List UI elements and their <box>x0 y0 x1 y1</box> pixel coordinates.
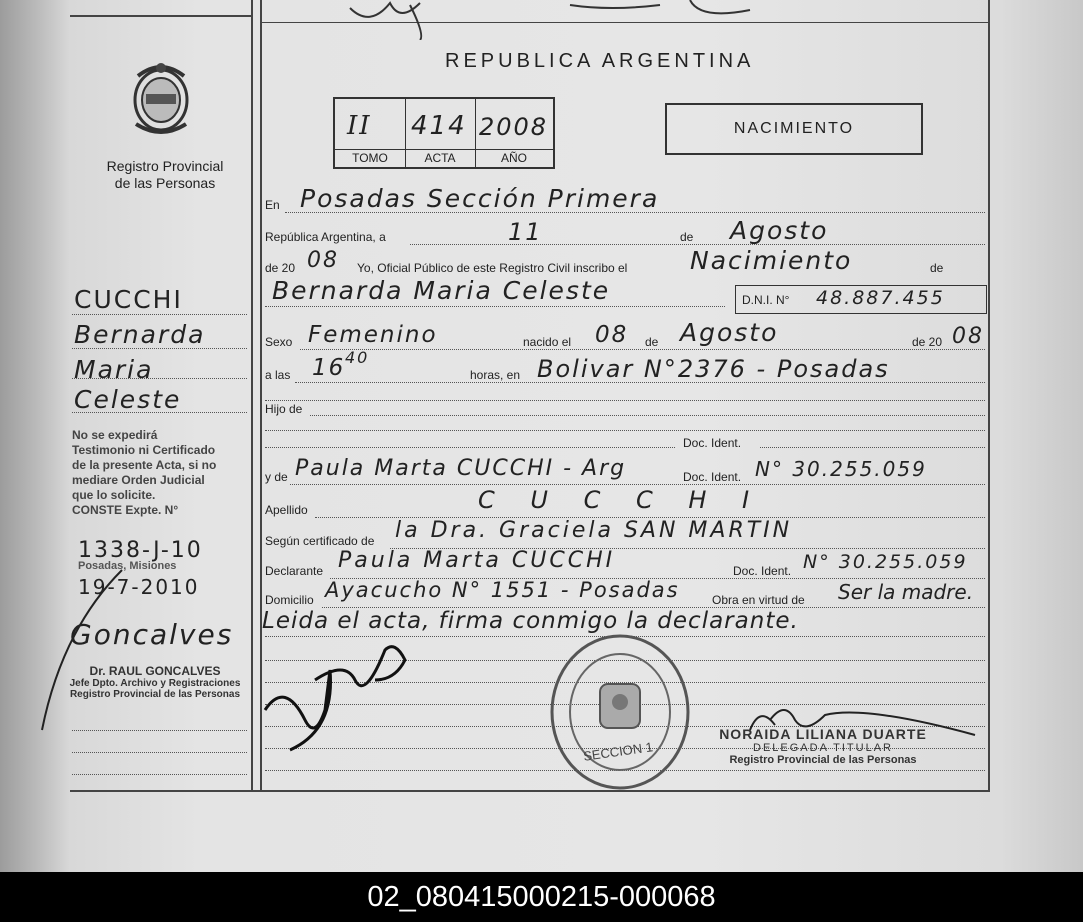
yde-label: y de <box>265 470 288 484</box>
margin-surname: CUCCHI <box>74 285 183 314</box>
place-value: Bolivar N°2376 - Posadas <box>537 355 890 383</box>
oficial-text: Yo, Oficial Público de este Registro Civil inscribo el <box>357 261 628 275</box>
margin-given-2: Maria <box>74 355 154 384</box>
apellido-value: C U C C H I <box>478 486 764 514</box>
de-label-3: de <box>645 335 659 349</box>
scan-id-footer: 02_080415000215-000068 <box>0 872 1083 922</box>
official-name: Dr. RAUL GONCALVES <box>89 664 221 678</box>
name-value: Bernarda Maria Celeste <box>272 276 611 305</box>
registry-line-1: Registro Provincial <box>106 158 224 174</box>
ref-label-line <box>335 149 553 150</box>
official-title: Jefe Dpto. Archivo y Registraciones <box>69 678 241 689</box>
left-column-top-line <box>70 15 253 17</box>
seal-text: SECCION 1 <box>582 739 654 764</box>
nacido-label: nacido el <box>523 335 572 349</box>
dni-label: D.N.I. N° <box>742 293 790 307</box>
sexo-line <box>300 349 985 350</box>
minute-value: 40 <box>345 348 370 367</box>
note-line-4: mediare Orden Judicial <box>72 473 205 487</box>
act-type-box: NACIMIENTO <box>665 103 923 155</box>
note-line-2: Testimonio ni Certificado <box>72 443 216 457</box>
anio-value: 2008 <box>479 113 549 141</box>
margin-legal-note <box>72 428 252 518</box>
sexo-label: Sexo <box>265 335 293 349</box>
note-line-1: No se expedirá <box>72 428 158 442</box>
yde-line <box>290 484 985 485</box>
reference-box <box>333 97 555 169</box>
hijo-line-2 <box>265 430 985 431</box>
form-bottom-border <box>70 790 990 792</box>
margin-line-1 <box>72 314 247 315</box>
name-line <box>265 306 725 307</box>
delegate-stamp <box>718 726 928 766</box>
mother-value: Paula Marta CUCCHI - Arg <box>295 456 627 481</box>
month-value: Agosto <box>730 216 829 245</box>
republica-label: República Argentina, a <box>265 230 386 244</box>
margin-line-6 <box>72 752 247 753</box>
margin-given-3: Celeste <box>74 385 182 414</box>
birth-year: 08 <box>952 324 984 349</box>
margin-pen-stroke <box>22 560 142 740</box>
note-line-5: que lo solicite. <box>72 488 156 502</box>
birth-month: Agosto <box>680 318 779 347</box>
previous-act-signature-fragment <box>270 0 970 40</box>
delegate-title: DELEGADA TITULAR <box>753 742 893 754</box>
hijo-line-1 <box>310 415 985 416</box>
mother-doc-value: N° 30.255.059 <box>755 457 927 481</box>
margin-given-1: Bernarda <box>74 320 206 349</box>
mother-doc-label: Doc. Ident. <box>683 470 742 484</box>
de-label-1: de <box>680 230 694 244</box>
registry-name <box>80 158 250 192</box>
declarante-doc-value: N° 30.255.059 <box>803 551 968 573</box>
dni-value: 48.887.455 <box>816 287 945 309</box>
note-line-3: de la presente Acta, si no <box>72 458 217 472</box>
coat-of-arms-icon <box>124 58 198 138</box>
day-value: 11 <box>508 218 543 246</box>
hour-value: 16 <box>312 355 346 381</box>
obra-label: Obra en virtud de <box>712 593 805 607</box>
tomo-label: TOMO <box>352 151 388 165</box>
acta-label: ACTA <box>424 151 456 165</box>
officer-signature <box>255 640 425 760</box>
apellido-label: Apellido <box>265 503 308 517</box>
margin-line-7 <box>72 774 247 775</box>
official-org: Registro Provincial de las Personas <box>69 689 241 700</box>
obra-value: Ser la madre. <box>838 580 974 604</box>
country-title: REPUBLICA ARGENTINA <box>445 50 755 72</box>
father-doc-line <box>760 447 985 448</box>
segun-value: la Dra. Graciela SAN MARTIN <box>395 518 793 543</box>
declarante-value: Paula Marta CUCCHI <box>338 548 616 573</box>
form-right-border <box>988 0 990 790</box>
margin-place-date-label: Posadas, Misiones <box>78 560 177 572</box>
column-divider <box>251 0 253 790</box>
acta-value: 414 <box>411 111 467 141</box>
alas-label: a las <box>265 368 291 382</box>
delegate-org: Registro Provincial de las Personas <box>729 754 917 766</box>
en-label: En <box>265 198 280 212</box>
birth-day: 08 <box>595 322 629 348</box>
margin-line-4 <box>72 412 247 413</box>
registry-line-2: de las Personas <box>114 175 216 191</box>
declarante-doc-label: Doc. Ident. <box>733 564 792 578</box>
hijo-line-0 <box>265 400 985 401</box>
margin-signature: Goncalves <box>70 618 234 651</box>
domicilio-value: Ayacucho N° 1551 - Posadas <box>325 578 680 602</box>
year-prefix: de 20 <box>265 261 296 275</box>
margin-date-value: 19-7-2010 <box>78 575 200 599</box>
inscribe-value: Nacimiento <box>690 246 853 275</box>
father-doc-line-left <box>265 447 675 448</box>
de20-label: de 20 <box>912 335 943 349</box>
hijo-label: Hijo de <box>265 402 303 416</box>
domicilio-label: Domicilio <box>265 593 314 607</box>
dni-box <box>735 285 987 314</box>
delegate-name: NORAIDA LILIANA DUARTE <box>719 726 927 742</box>
en-value: Posadas Sección Primera <box>300 184 660 213</box>
tomo-value: II <box>347 111 372 141</box>
official-seal-icon <box>545 632 695 792</box>
anio-label: AÑO <box>500 151 527 165</box>
margin-line-3 <box>72 378 247 379</box>
declarante-label: Declarante <box>265 564 324 578</box>
margin-expte-value: 1338-J-10 <box>78 538 203 563</box>
leida-value: Leida el acta, firma conmigo la declarante. <box>262 608 799 634</box>
sexo-value: Femenino <box>308 322 438 348</box>
father-doc-label: Doc. Ident. <box>683 436 742 450</box>
segun-label: Según certificado de <box>265 534 375 548</box>
margin-line-2 <box>72 348 247 349</box>
year-value: 08 <box>307 248 339 273</box>
republica-line <box>410 244 985 245</box>
note-line-6: CONSTE Expte. N° <box>72 503 179 517</box>
de-label-2: de <box>930 261 944 275</box>
horas-label: horas, en <box>470 368 521 382</box>
